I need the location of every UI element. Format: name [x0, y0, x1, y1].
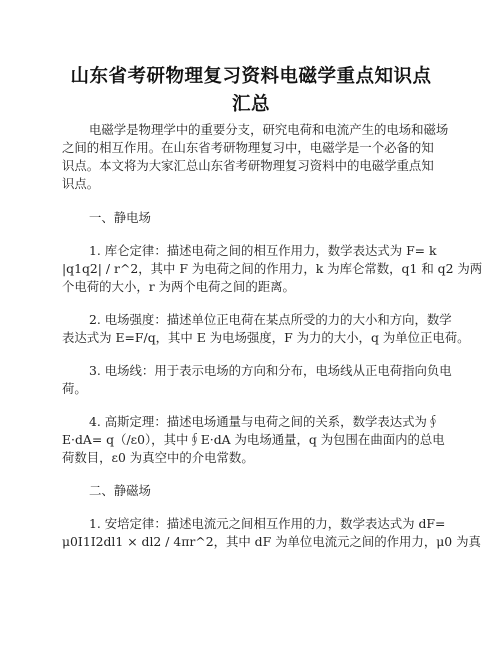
intro-line-3: 识点。本文将为大家汇总山东省考研物理复习资料中的电磁学重点知	[62, 158, 434, 173]
field-lines-line-2: 荷。	[62, 381, 87, 396]
intro-line-4: 识点。	[62, 176, 100, 191]
document-title-line2: 汇总	[231, 94, 270, 115]
ampere-line-1: 1. 安培定律：描述电流元之间相互作用的力，数学表达式为 dF=	[89, 516, 446, 531]
intro-line-1: 电磁学是物理学中的重要分支，研究电荷和电流产生的电场和磁场	[89, 122, 449, 137]
gauss-line-2: E·dA= q（/ε0），其中∮E·dA 为电场通量，q 为包围在曲面内的总电	[62, 432, 445, 447]
document-title-line1: 山东省考研物理复习资料电磁学重点知识点	[70, 66, 432, 87]
field-strength-line-2: 表达式为 E=F/q，其中 E 为电场强度，F 为力的大小，q 为单位正电荷。	[62, 330, 470, 345]
section-heading-magnetostatics: 二、静磁场	[89, 483, 151, 498]
section-heading-electrostatics: 一、静电场	[89, 210, 151, 225]
gauss-line-1: 4. 高斯定理：描述电场通量与电荷之间的关系，数学表达式为∮	[89, 414, 440, 429]
field-lines-line-1: 3. 电场线：用于表示电场的方向和分布，电场线从正电荷指向负电	[89, 363, 452, 378]
field-strength-line-1: 2. 电场强度：描述单位正电荷在某点所受的力的大小和方向，数学	[89, 312, 452, 327]
coulomb-line-1: 1. 库仑定律：描述电荷之间的相互作用力，数学表达式为 F= k	[89, 243, 437, 258]
ampere-line-2: μ0I1I2dl1 × dl2 / 4πr^2，其中 dF 为单位电流元之间的作用力，μ0 为真	[62, 534, 481, 549]
coulomb-line-3: 个电荷的大小，r 为两个电荷之间的距离。	[62, 279, 295, 294]
intro-line-2: 之间的相互作用。在山东省考研物理复习中，电磁学是一个必备的知	[62, 140, 434, 155]
coulomb-line-2: |q1q2| / r^2，其中 F 为电荷之间的作用力，k 为库仑常数，q1 和 q2 为两	[62, 261, 483, 276]
gauss-line-3: 荷数目，ε0 为真空中的介电常数。	[62, 450, 254, 465]
